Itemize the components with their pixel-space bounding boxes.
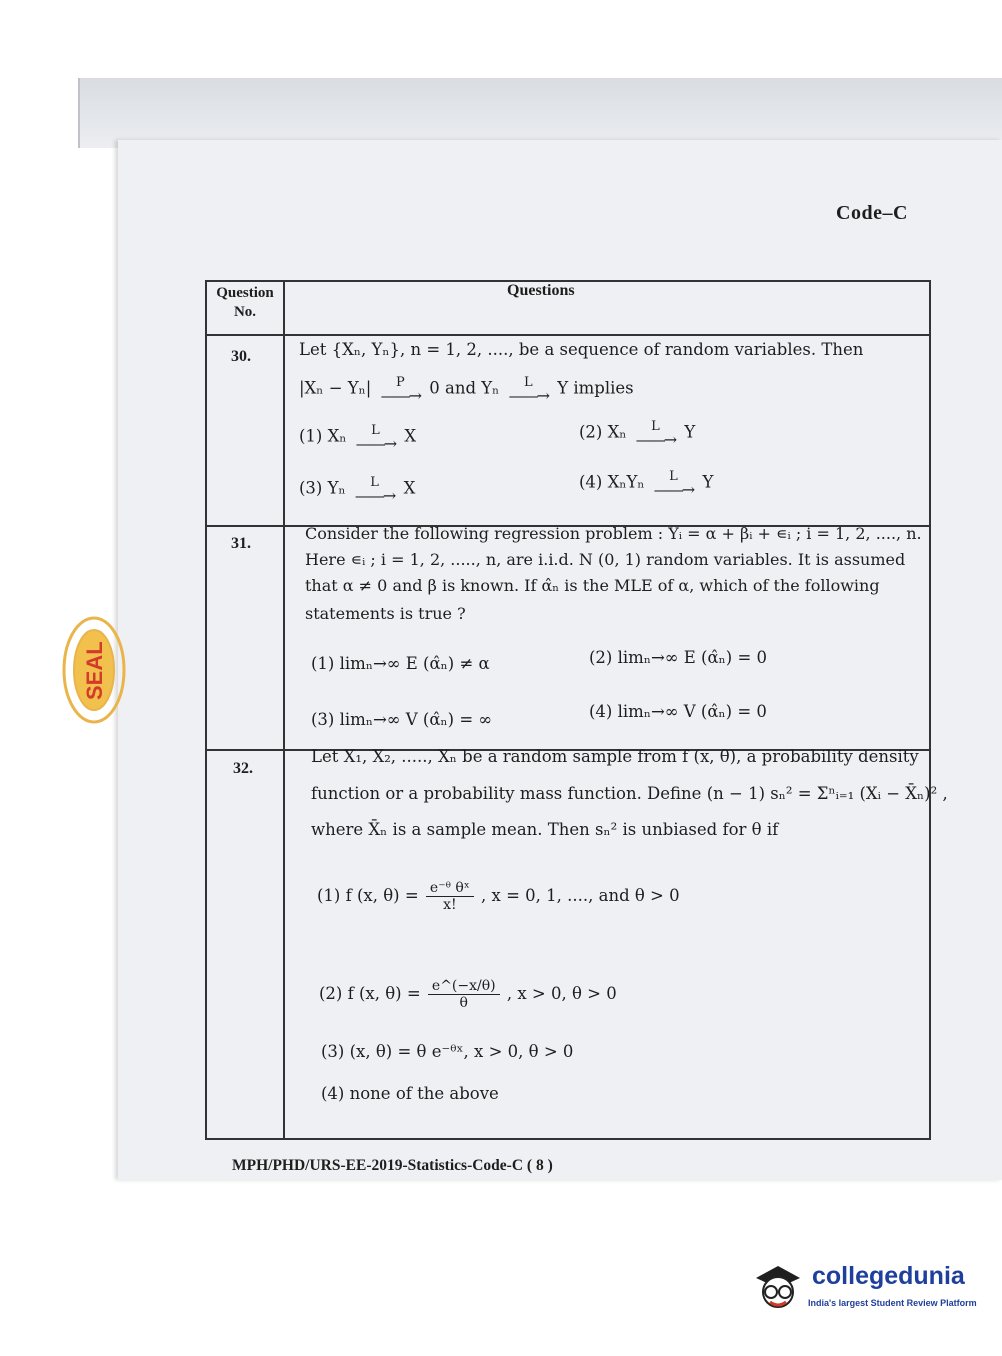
q32-option-3: (3) (x, θ) = θ e⁻ᶿˣ, x > 0, θ > 0 [321, 1042, 574, 1061]
code-header: Code–C [836, 202, 908, 224]
logo-wordmark: collegedunia [812, 1262, 965, 1290]
q31-line4: statements is true ? [305, 604, 466, 623]
column-header-qno: Question No. [216, 285, 274, 320]
q31-option-1: (1) limₙ→∞ E (α̂ₙ) ≠ α [311, 654, 490, 673]
convergence-arrow-l: L ——→ [635, 419, 676, 449]
q30-option-4: (4) XₙYₙ L ——→ Y [579, 469, 714, 499]
q30-option-1: (1) Xₙ L ——→ X [299, 423, 417, 453]
q32-line2: function or a probability mass function. Define (n − 1) sₙ² = Σⁿᵢ₌₁ (Xᵢ − X̄ₙ)² , [311, 784, 948, 803]
q32-option-2: (2) f (x, θ) = $\frac{e\^{}(-x/\theta)}{\theta}$ , x > 0, θ > 0 [319, 978, 617, 1011]
convergence-arrow-l: L ——→ [355, 423, 396, 453]
seal-text: SEAL [82, 641, 107, 700]
mascot-icon [750, 1258, 806, 1322]
q30-option-2: (2) Xₙ L ——→ Y [579, 419, 696, 449]
q32-line3: where X̄ₙ is a sample mean. Then sₙ² is unbiased for θ if [311, 820, 779, 839]
q32-option-4: (4) none of the above [321, 1084, 499, 1103]
question-number-30: 30. [231, 348, 251, 365]
convergence-arrow-l: L ——→ [653, 469, 694, 499]
column-divider [283, 282, 285, 1138]
q30-abs-diff: |Xₙ − Yₙ| [299, 378, 372, 398]
q31-option-2: (2) limₙ→∞ E (α̂ₙ) = 0 [589, 648, 768, 667]
logo-tagline: India's largest Student Review Platform [808, 1298, 977, 1308]
page-footer: MPH/PHD/URS-EE-2019-Statistics-Code-C ( 8 ) [232, 1157, 553, 1174]
q31-line1: Consider the following regression problem : Yᵢ = α + βᵢ + ∊ᵢ ; i = 1, 2, ...., n. [305, 524, 922, 543]
q30-stem-line2 [299, 375, 634, 405]
q32-line1: Let X₁, X₂, ....., Xₙ be a random sample from f (x, θ), a probability density [311, 747, 919, 766]
q31-line3: that α ≠ 0 and β is known. If α̂ₙ is the MLE of α, which of the following [305, 576, 880, 595]
scan-shadow-top [78, 78, 1002, 148]
convergence-arrow-p: P ——→ [380, 375, 421, 405]
header-divider [207, 334, 929, 336]
q30-y-implies: Y implies [557, 378, 634, 398]
question-number-32: 32. [233, 760, 253, 777]
q31-option-4: (4) limₙ→∞ V (α̂ₙ) = 0 [589, 702, 767, 721]
q32-opt2-fraction: $\frac{e\^{}(-x/\theta)}{\theta}$ [428, 978, 500, 1011]
q32-option-1: (1) f (x, θ) = $\frac{\text{e⁻ᶿ θˣ}}{x!}$ , x = 0, 1, ...., and θ > 0 [317, 880, 680, 913]
q31-option-3: (3) limₙ→∞ V (α̂ₙ) = ∞ [311, 710, 493, 729]
collegedunia-logo[interactable] [750, 1258, 980, 1328]
column-header-questions: Questions [507, 282, 575, 299]
seal-icon [62, 615, 126, 725]
question-number-31: 31. [231, 535, 251, 552]
q30-stem-line1: Let {Xₙ, Yₙ}, n = 1, 2, ...., be a sequence of random variables. Then [299, 340, 864, 359]
question-table [205, 280, 948, 1140]
convergence-arrow-l: L ——→ [354, 475, 395, 505]
seal-stamp [62, 615, 126, 725]
q32-opt1-fraction: $\frac{\text{e⁻ᶿ θˣ}}{x!}$ [426, 880, 474, 913]
convergence-arrow-l: L ——→ [508, 375, 548, 405]
q31-line2: Here ∊ᵢ ; i = 1, 2, ....., n, are i.i.d. N (0, 1) random variables. It is assumed [305, 550, 906, 569]
q30-zero-and-y: 0 and Yₙ [429, 378, 500, 398]
q30-option-3: (3) Yₙ L ——→ X [299, 475, 416, 505]
